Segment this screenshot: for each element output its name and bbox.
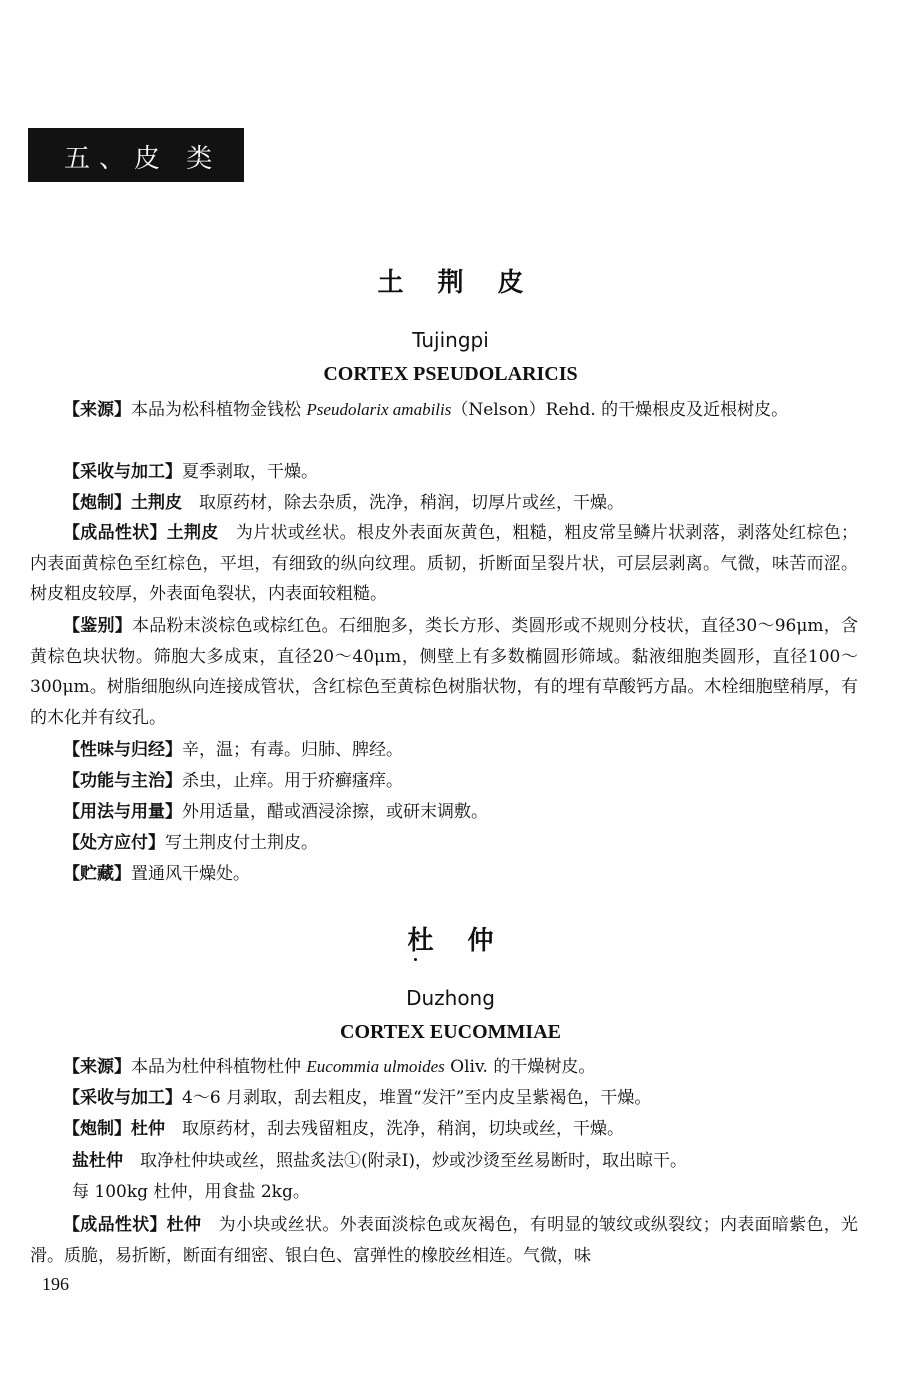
appearance-text: 为片状或丝状。根皮外表面灰黄色，粗糙，粗皮常呈鳞片状剥落，剥落处红棕色；内表面黄棕色至红棕色，平坦，有细致的纵向纹理。质韧，折断面呈裂片状，可层层剥离。气微，味苦而涩。树皮粗皮较厚，外表面龟裂状，内表面较粗糙。 bbox=[30, 523, 859, 605]
function-text: 杀虫，止痒。用于疥癣瘙痒。 bbox=[182, 771, 403, 791]
appearance-sub: 土荆皮 bbox=[166, 523, 219, 543]
source-text-end-2: Oliv. 的干燥树皮。 bbox=[444, 1057, 596, 1077]
entry-pinyin-tujingpi: Tujingpi bbox=[412, 328, 489, 352]
salt-paragraph bbox=[72, 1146, 858, 1177]
processing-tag-2: 【炮制】 bbox=[63, 1119, 131, 1139]
salt-text: 取净杜仲块或丝，照盐炙法①(附录Ⅰ)，炒或沙烫至丝易断时，取出晾干。 bbox=[123, 1151, 687, 1171]
storage-paragraph bbox=[30, 859, 858, 890]
species-name: Pseudolarix amabilis bbox=[306, 400, 452, 419]
source-tag-2: 【来源】 bbox=[63, 1057, 131, 1077]
appearance-sub-2: 杜仲 bbox=[166, 1215, 202, 1235]
nature-paragraph bbox=[30, 735, 858, 766]
harvest-paragraph-2 bbox=[30, 1083, 858, 1114]
processing-text: 取原药材，除去杂质，洗净，稍润，切厚片或丝，干燥。 bbox=[182, 493, 624, 513]
section-banner bbox=[28, 128, 244, 182]
section-title: 五、皮 类 bbox=[64, 144, 222, 174]
appearance-paragraph-2 bbox=[30, 1210, 858, 1271]
harvest-text-2: 4～6 月剥取，刮去粗皮，堆置“发汗”至内皮呈紫褐色，干燥。 bbox=[182, 1088, 652, 1108]
identification-text: 本品粉末淡棕色或棕红色。石细胞多，类长方形、类圆形或不规则分枝状，直径30～96μm，含黄棕色块状物。筛胞大多成束，直径20～40μm，侧壁上有多数椭圆形筛域。黏液细胞类圆形，直径100～300μm。树脂细胞纵向连接成管状，含红棕色至黄棕色树脂状物，有的埋有草酸钙方晶。木栓细胞壁稍厚，有的木化并有纹孔。 bbox=[30, 616, 858, 729]
function-paragraph bbox=[30, 766, 858, 797]
storage-tag: 【贮藏】 bbox=[63, 864, 131, 884]
source-text-2: 本品为杜仲科植物杜仲 bbox=[131, 1057, 307, 1077]
processing-paragraph-2 bbox=[30, 1114, 858, 1145]
storage-text: 置通风干燥处。 bbox=[131, 864, 250, 884]
usage-tag: 【用法与用量】 bbox=[63, 802, 182, 822]
processing-paragraph bbox=[30, 488, 858, 519]
source-paragraph bbox=[30, 395, 858, 426]
harvest-tag-2: 【采收与加工】 bbox=[63, 1088, 182, 1108]
source-text: 本品为松科植物金钱松 bbox=[131, 400, 307, 420]
function-tag: 【功能与主治】 bbox=[63, 771, 182, 791]
appearance-tag: 【成品性状】 bbox=[63, 523, 167, 543]
title-dot bbox=[414, 958, 417, 961]
harvest-paragraph bbox=[30, 457, 858, 488]
species-name-2: Eucommia ulmoides bbox=[306, 1057, 445, 1076]
identification-tag: 【鉴别】 bbox=[63, 616, 132, 636]
salt-sub: 盐杜仲 bbox=[72, 1151, 123, 1171]
source-paragraph-2 bbox=[30, 1052, 858, 1083]
page-number: 196 bbox=[42, 1274, 69, 1294]
entry-latin-tujingpi: CORTEX PSEUDOLARICIS bbox=[323, 363, 578, 385]
processing-sub-2: 杜仲 bbox=[131, 1119, 165, 1139]
salt-ratio: 每 100kg 杜仲，用食盐 2kg。 bbox=[72, 1182, 310, 1202]
processing-sub: 土荆皮 bbox=[131, 493, 182, 513]
processing-tag: 【炮制】 bbox=[63, 493, 131, 513]
prescription-text: 写土荆皮付土荆皮。 bbox=[165, 833, 318, 853]
identification-paragraph bbox=[30, 611, 858, 734]
prescription-paragraph bbox=[30, 828, 858, 859]
prescription-tag: 【处方应付】 bbox=[63, 833, 165, 853]
usage-paragraph bbox=[30, 797, 858, 828]
appearance-tag-2: 【成品性状】 bbox=[63, 1215, 167, 1235]
harvest-text: 夏季剥取，干燥。 bbox=[182, 462, 318, 482]
entry-latin-duzhong: CORTEX EUCOMMIAE bbox=[340, 1021, 561, 1043]
appearance-paragraph bbox=[30, 518, 858, 610]
entry-title-tujingpi: 土荆皮 bbox=[377, 268, 558, 298]
usage-text: 外用适量，醋或酒浸涂擦，或研末调敷。 bbox=[182, 802, 488, 822]
source-text-end: （Nelson）Rehd. 的干燥根皮及近根树皮。 bbox=[451, 400, 789, 420]
nature-tag: 【性味与归经】 bbox=[63, 740, 182, 760]
source-tag: 【来源】 bbox=[63, 400, 131, 420]
entry-pinyin-duzhong: Duzhong bbox=[406, 986, 495, 1010]
nature-text: 辛，温；有毒。归肺、脾经。 bbox=[182, 740, 403, 760]
entry-title-duzhong: 杜仲 bbox=[407, 926, 528, 956]
processing-text-2: 取原药材，刮去残留粗皮，洗净，稍润，切块或丝，干燥。 bbox=[165, 1119, 624, 1139]
appearance-text-2: 为小块或丝状。外表面淡棕色或灰褐色，有明显的皱纹或纵裂纹；内表面暗紫色，光滑。质脆，易折断，断面有细密、银白色、富弹性的橡胶丝相连。气微，味 bbox=[30, 1215, 858, 1266]
harvest-tag: 【采收与加工】 bbox=[63, 462, 182, 482]
